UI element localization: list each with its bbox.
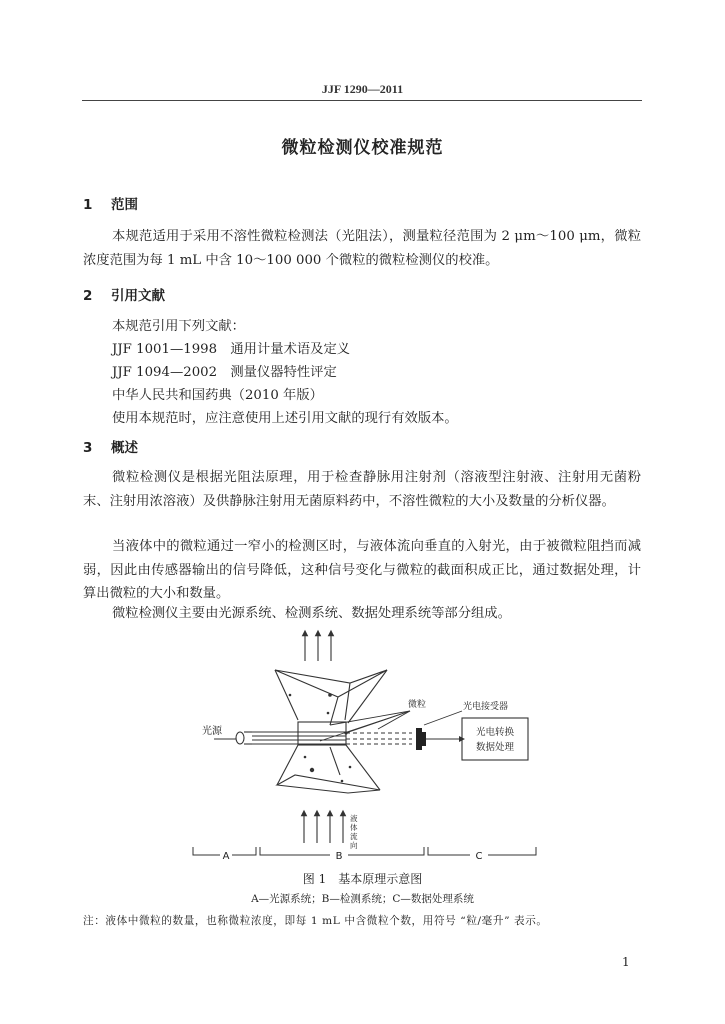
section-number: 3 — [83, 440, 93, 456]
processing-box — [462, 718, 528, 760]
section-1-heading — [83, 193, 138, 213]
header-code: JJF 1290—2011 — [321, 82, 404, 96]
section-title: 引用文献 — [111, 288, 165, 304]
section-2-heading — [83, 284, 165, 304]
photo-detector-back — [422, 732, 426, 746]
references-intro: 本规范引用下列文献： — [112, 319, 245, 334]
section-title: 范围 — [111, 197, 138, 213]
references-closing: 使用本规范时，应注意使用上述引用文献的现行有效版本。 — [112, 411, 458, 426]
system-brackets — [193, 847, 536, 855]
footnote: 注：液体中微粒的数量，也称微粒浓度，即每 1 mL 中含微粒个数，用符号 “粒/毫升” 表示。 — [83, 915, 548, 927]
section-title: 概述 — [111, 440, 138, 456]
overview-paragraph: 当液体中的微粒通过一窄小的检测区时，与液体流向垂直的入射光，由于被微粒阻挡而减弱，因此由传感器输出的信号降低，这种信号变化与微粒的截面积成正比，通过数据处理，计算出微粒的大小和数量。 — [83, 539, 641, 601]
outflow-arrows — [305, 633, 331, 661]
processing-box-line1: 光电转换 — [475, 727, 515, 738]
inflow-arrows — [304, 813, 343, 843]
bracket-b-label: B — [335, 851, 343, 862]
section-number: 2 — [83, 288, 93, 304]
svg-text:体: 体 — [350, 823, 358, 832]
figure-legend: A—光源系统；B—检测系统；C—数据处理系统 — [251, 893, 474, 905]
document-title: 微粒检测仪校准规范 — [281, 138, 444, 158]
light-source-label: 光源 — [202, 726, 222, 737]
processing-box-line2: 数据处理 — [475, 742, 515, 753]
overview-paragraph: 微粒检测仪主要由光源系统、检测系统、数据处理系统等部分组成。 — [112, 606, 511, 621]
section-3-heading — [83, 436, 138, 456]
photo-detector — [416, 728, 422, 750]
header-rule — [82, 100, 642, 101]
svg-text:液: 液 — [350, 814, 358, 823]
page-number: 1 — [622, 955, 630, 969]
particle-pointers — [320, 711, 410, 741]
flow-direction-label — [350, 813, 358, 850]
detector-pointer — [424, 711, 462, 725]
reference-item: JJF 1094—2002 测量仪器特性评定 — [112, 365, 337, 380]
principle-diagram — [180, 625, 560, 865]
bracket-c-label: C — [475, 851, 483, 862]
reference-item: JJF 1001—1998 通用计量术语及定义 — [112, 342, 351, 357]
bracket-a-label: A — [222, 851, 230, 862]
svg-text:向: 向 — [350, 841, 358, 850]
particle-label: 微粒 — [408, 700, 427, 710]
figure-caption: 图 1 基本原理示意图 — [302, 872, 423, 886]
detector-label: 光电接受器 — [463, 702, 509, 712]
reference-item: 中华人民共和国药典（2010 年版） — [112, 388, 323, 403]
transmitted-beam — [346, 733, 412, 744]
section-number: 1 — [83, 197, 93, 213]
light-beam — [252, 732, 346, 744]
section-1-paragraph: 本规范适用于采用不溶性微粒检测法（光阻法），测量粒径范围为 2 μm～100 μm，微粒浓度范围为每 1 mL 中含 10～100 000 个微粒的微粒检测仪的校准。 — [83, 229, 641, 268]
overview-paragraph: 微粒检测仪是根据光阻法原理，用于检查静脉用注射剂（溶液型注射液、注射用无菌粉末、注射用浓溶液）及供静脉注射用无菌原料药中，不溶性微粒的大小及数量的分析仪器。 — [83, 470, 641, 509]
svg-text:流: 流 — [350, 832, 358, 841]
